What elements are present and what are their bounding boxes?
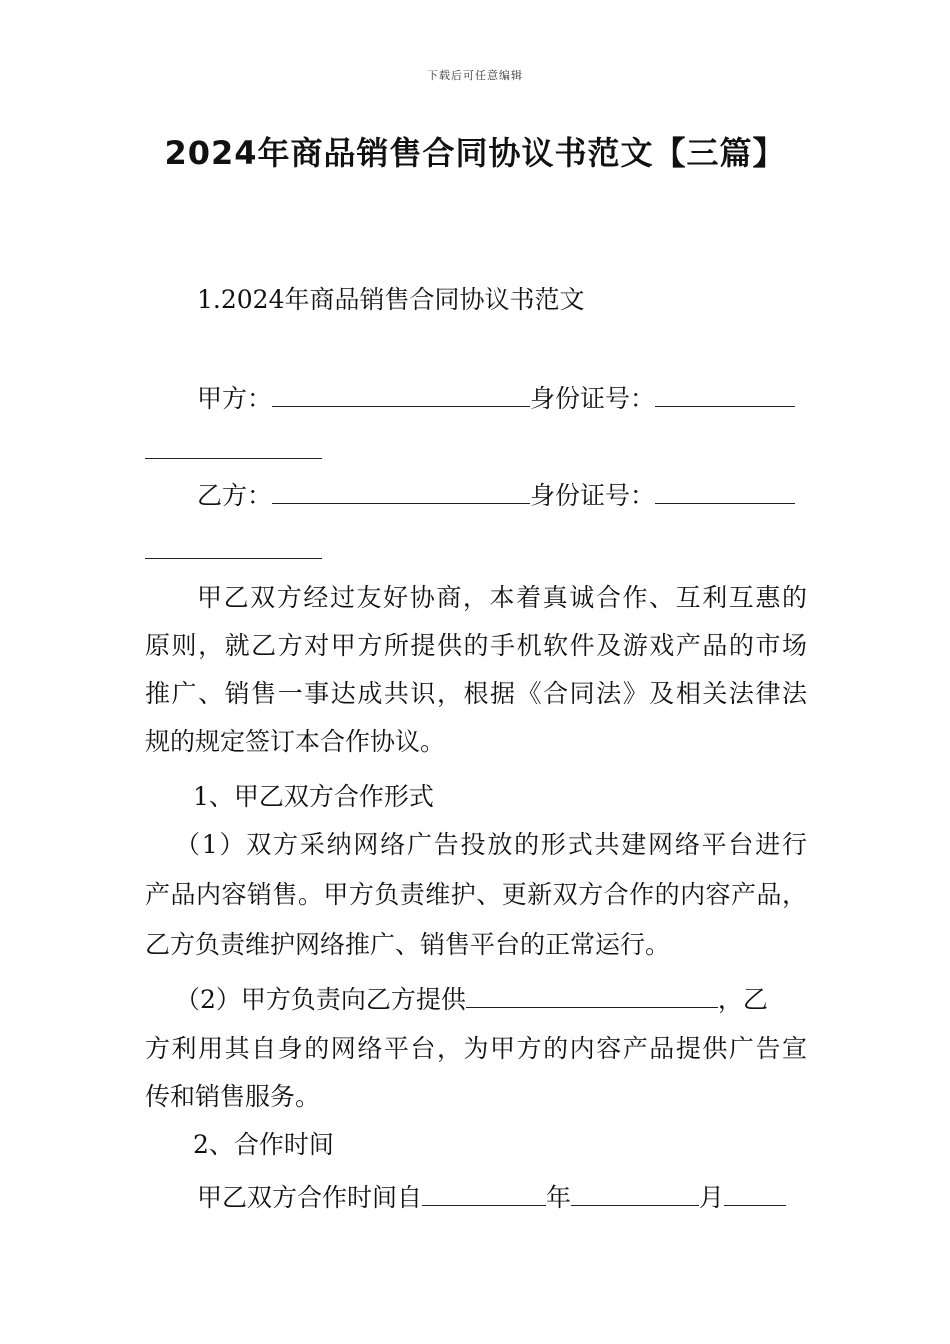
clause-1-heading: 1、甲乙双方合作形式 (193, 782, 434, 811)
intro-line-4: 规的规定签订本合作协议。 (145, 727, 446, 756)
clause-1-2-prefix: （2）甲方负责向乙方提供 (175, 985, 466, 1014)
clause-1-2-line-1 (175, 982, 807, 1018)
party-a-label: 甲方： (197, 384, 273, 413)
clause-2-text-line (197, 1180, 807, 1216)
clause-1-2-blank[interactable] (466, 983, 718, 1008)
clause-1-1-line-3: 乙方负责维护网络推广、销售平台的正常运行。 (145, 930, 671, 959)
month-label: 月 (699, 1183, 725, 1212)
start-month-blank[interactable] (571, 1181, 699, 1206)
intro-line-1: 甲乙双方经过友好协商，本着真诚合作、互利互惠的 (197, 583, 807, 612)
party-b-line (197, 478, 807, 514)
party-a-id-label: 身份证号： (530, 384, 656, 413)
party-a-id-blank-continued[interactable] (145, 458, 322, 459)
clause-1-1-line-1: （1）双方采纳网络广告投放的形式共建网络平台进行 (175, 830, 807, 859)
clause-1-1-line-2: 产品内容销售。甲方负责维护、更新双方合作的内容产品， (145, 880, 807, 909)
section-heading: 1.2024年商品销售合同协议书范文 (197, 285, 585, 314)
party-b-name-blank[interactable] (272, 479, 530, 504)
party-b-label: 乙方： (197, 481, 273, 510)
clause-2-heading: 2、合作时间 (193, 1130, 334, 1159)
party-a-line (197, 381, 807, 417)
document-title: 2024年商品销售合同协议书范文【三篇】 (164, 134, 786, 172)
clause-1-2-line-2: 方利用其自身的网络平台，为甲方的内容产品提供广告宣 (145, 1034, 807, 1063)
party-b-id-blank[interactable] (655, 479, 795, 504)
start-year-blank[interactable] (422, 1181, 546, 1206)
clause-1-2-line-3: 传和销售服务。 (145, 1082, 321, 1111)
clause-1-2-suffix: ，乙 (717, 985, 768, 1014)
header-note: 下载后可任意编辑 (427, 69, 523, 82)
start-day-blank[interactable] (724, 1181, 786, 1206)
party-a-id-blank[interactable] (655, 382, 795, 407)
year-label: 年 (546, 1183, 572, 1212)
clause-2-prefix: 甲乙双方合作时间自 (197, 1183, 423, 1212)
party-a-name-blank[interactable] (272, 382, 530, 407)
party-b-id-label: 身份证号： (530, 481, 656, 510)
intro-line-2: 原则，就乙方对甲方所提供的手机软件及游戏产品的市场 (145, 631, 807, 660)
party-b-id-blank-continued[interactable] (145, 558, 322, 559)
intro-line-3: 推广、销售一事达成共识，根据《合同法》及相关法律法 (145, 679, 807, 708)
